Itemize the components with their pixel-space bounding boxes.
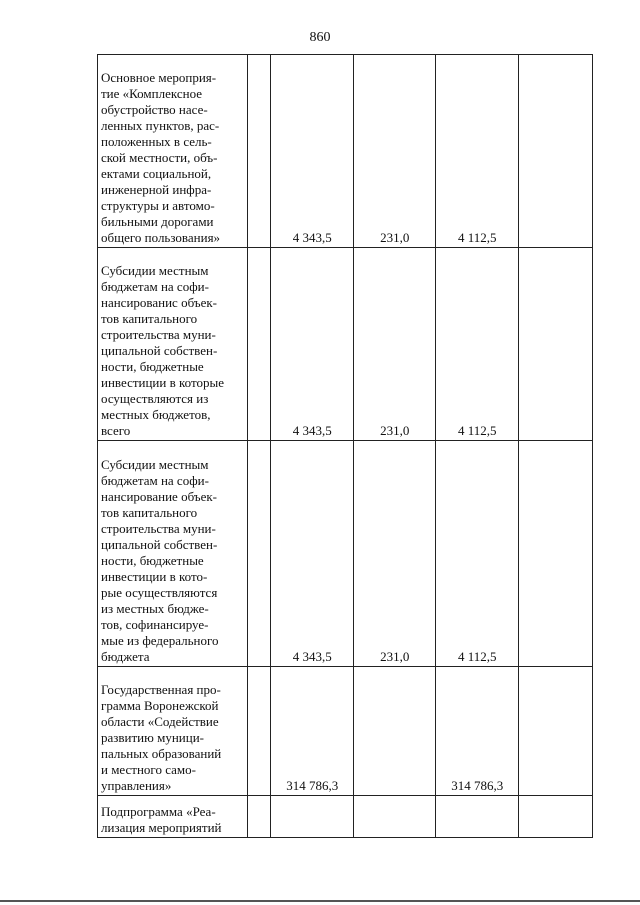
regional-value bbox=[436, 796, 519, 838]
empty-cell bbox=[247, 55, 270, 248]
empty-cell bbox=[518, 667, 592, 796]
row-name: Субсидии местным бюджетам на софи- нансирование объек- тов капитального строительства муни- ципальной собствен- ности, бюджетные инвестиции в кото- рые осуществляются из местных бюдже- тов, софинансируе- мые из федерального бюджета bbox=[98, 441, 248, 667]
empty-cell bbox=[518, 441, 592, 667]
empty-cell bbox=[518, 796, 592, 838]
empty-cell bbox=[518, 248, 592, 441]
regional-value: 314 786,3 bbox=[436, 667, 519, 796]
total-value bbox=[271, 796, 354, 838]
federal-value: 231,0 bbox=[353, 55, 436, 248]
table-row bbox=[98, 441, 593, 667]
row-name: Основное мероприя- тие «Комплексное обустройство насе- ленных пунктов, рас- положенных в сель- ской местности, объ- ектами социальной, инженерной инфра- структуры и автомо- бильными дорогами общего пользования» bbox=[98, 55, 248, 248]
row-name: Субсидии местным бюджетам на софи- нансированис объек- тов капитального строительства муни- ципальной собствен- ности, бюджетные инвестиции в которые осуществляются из местных бюджетов, всего bbox=[98, 248, 248, 441]
budget-table bbox=[97, 54, 593, 838]
federal-value: 231,0 bbox=[353, 248, 436, 441]
table-row bbox=[98, 667, 593, 796]
total-value: 4 343,5 bbox=[271, 441, 354, 667]
total-value: 314 786,3 bbox=[271, 667, 354, 796]
federal-value bbox=[353, 667, 436, 796]
empty-cell bbox=[518, 55, 592, 248]
row-name: Подпрограмма «Реа- лизация мероприятий bbox=[98, 796, 248, 838]
total-value: 4 343,5 bbox=[271, 55, 354, 248]
empty-cell bbox=[247, 441, 270, 667]
row-name: Государственная про- грамма Воронежской области «Содействие развитию муници- пальных образований и местного само- управления» bbox=[98, 667, 248, 796]
total-value: 4 343,5 bbox=[271, 248, 354, 441]
regional-value: 4 112,5 bbox=[436, 55, 519, 248]
regional-value: 4 112,5 bbox=[436, 441, 519, 667]
table-row bbox=[98, 796, 593, 838]
page-bottom-rule bbox=[0, 900, 640, 902]
table-row bbox=[98, 55, 593, 248]
empty-cell bbox=[247, 796, 270, 838]
empty-cell bbox=[247, 667, 270, 796]
table-row bbox=[98, 248, 593, 441]
federal-value: 231,0 bbox=[353, 441, 436, 667]
regional-value: 4 112,5 bbox=[436, 248, 519, 441]
page-number: 860 bbox=[309, 30, 331, 45]
empty-cell bbox=[247, 248, 270, 441]
federal-value bbox=[353, 796, 436, 838]
